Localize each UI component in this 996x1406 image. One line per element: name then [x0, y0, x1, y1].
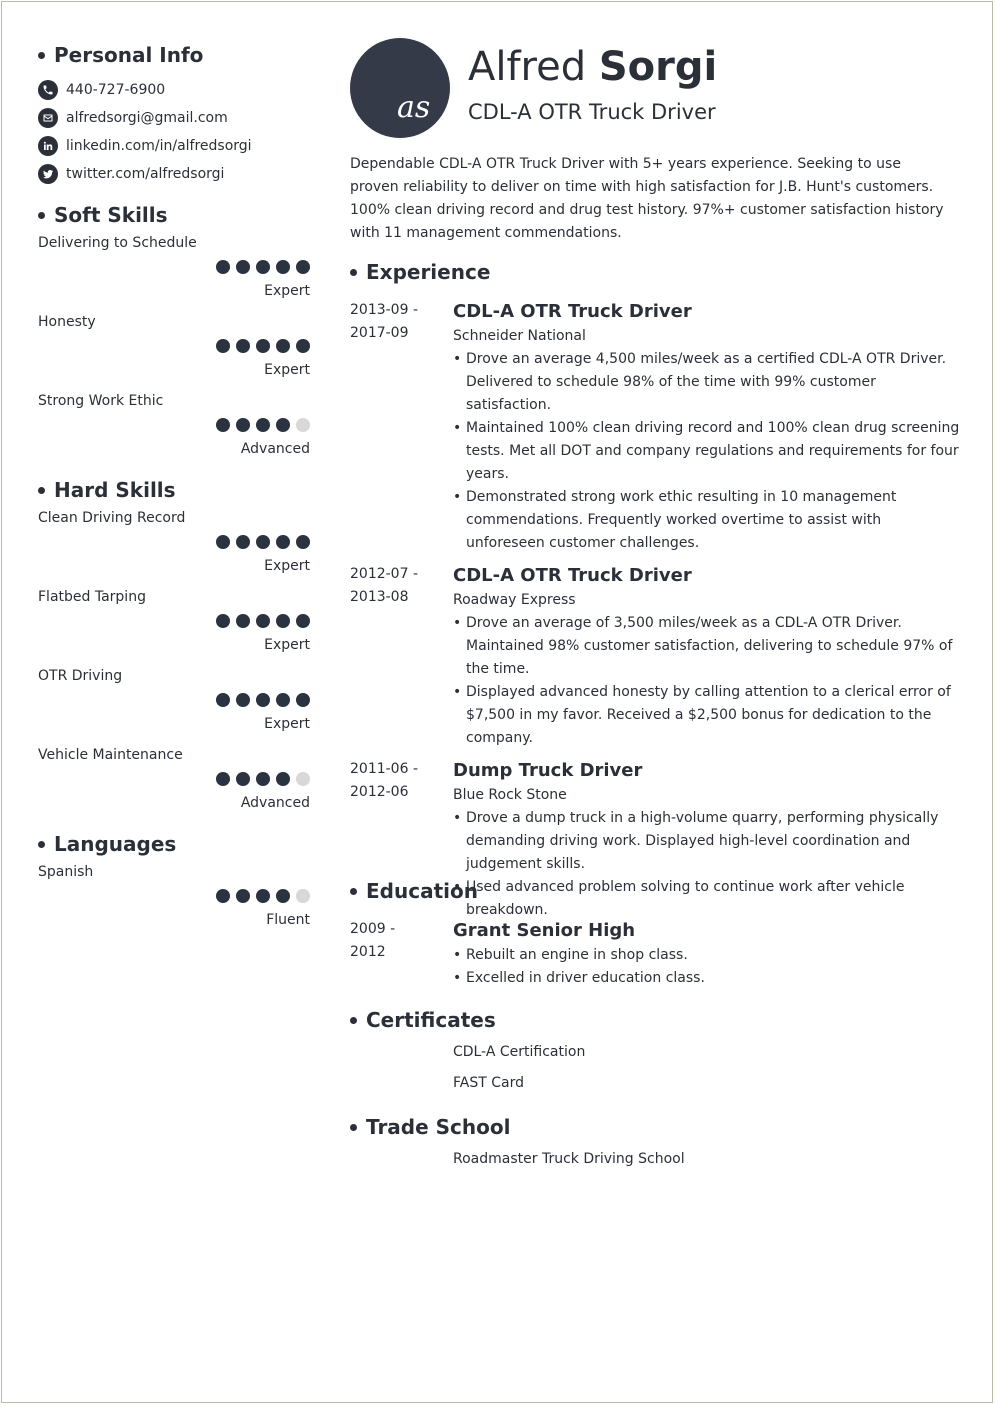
bullet-dot	[38, 841, 45, 848]
rating-dot-filled	[296, 535, 310, 549]
language-item	[38, 862, 310, 941]
skill-rating-dots	[216, 614, 310, 628]
experience-date: 2012-07 - 2013-08	[350, 566, 418, 605]
skill-item	[38, 745, 310, 824]
languages-section	[38, 829, 310, 941]
rating-dot-filled	[236, 614, 250, 628]
phone-text: 440-727-6900	[66, 82, 166, 98]
list-item: • Displayed advanced honesty by calling attention to a clerical error of $7,500 in my favor. Received a $2,500 bonus for dedication to the company.	[453, 681, 962, 750]
skill-rating-dots	[216, 535, 310, 549]
skill-rating-dots	[216, 418, 310, 432]
education-school: Grant Senior High	[453, 920, 636, 941]
rating-dot-filled	[236, 772, 250, 786]
summary: Dependable CDL-A OTR Truck Driver with 5+ years experience. Seeking to use proven reliability to deliver on time with high satisfaction for J.B. Hunt's customers. 100% clean driving record and drug test history. 97%+ customer satisfaction history with 11 management commendations.	[350, 156, 944, 241]
rating-dot-filled	[216, 418, 230, 432]
rating-dot-filled	[236, 418, 250, 432]
last-name: Sorgi	[598, 44, 718, 90]
twitter-icon	[38, 164, 58, 184]
skill-level: Expert	[264, 558, 310, 574]
contact-email	[38, 104, 310, 132]
languages-heading: Languages	[38, 829, 310, 859]
bullet-dot	[38, 487, 45, 494]
rating-dot-filled	[296, 339, 310, 353]
skill-name: Flatbed Tarping	[38, 589, 146, 605]
rating-dot-filled	[216, 772, 230, 786]
experience-bullets	[453, 348, 962, 555]
trade-school-heading: Trade School	[350, 1112, 962, 1142]
bullet-dot	[38, 212, 45, 219]
list-item: • Used advanced problem solving to continue work after vehicle breakdown.	[453, 876, 962, 922]
rating-dot-filled	[236, 260, 250, 274]
rating-dot-filled	[216, 693, 230, 707]
skill-level: Expert	[264, 283, 310, 299]
skill-level: Expert	[264, 716, 310, 732]
full-name	[468, 44, 717, 90]
rating-dot-filled	[256, 339, 270, 353]
language-name: Spanish	[38, 864, 94, 880]
first-name: Alfred	[468, 44, 587, 90]
skill-rating-dots	[216, 693, 310, 707]
bullet-dot	[38, 52, 45, 59]
rating-dot-empty	[296, 889, 310, 903]
bullet-dot	[350, 1124, 357, 1131]
rating-dot-filled	[256, 693, 270, 707]
language-rating-dots	[216, 889, 310, 903]
rating-dot-filled	[276, 614, 290, 628]
rating-dot-empty	[296, 772, 310, 786]
bullet-dot	[350, 1017, 357, 1024]
list-item: • Excelled in driver education class.	[453, 967, 962, 990]
rating-dot-filled	[296, 260, 310, 274]
experience-date: 2013-09 - 2017-09	[350, 302, 418, 341]
list-item: • Maintained 100% clean driving record and 100% clean drug screening tests. Met all DOT and company regulations and requirements for four years.	[453, 417, 962, 486]
rating-dot-filled	[256, 535, 270, 549]
list-item: • Rebuilt an engine in shop class.	[453, 944, 962, 967]
skill-level: Expert	[264, 637, 310, 653]
skill-name: Honesty	[38, 314, 96, 330]
skill-level: Advanced	[240, 441, 310, 457]
list-item: • Drove an average of 3,500 miles/week as a CDL-A OTR Driver. Maintained 98% customer satisfaction, delivering to schedule 97% of the time.	[453, 612, 962, 681]
rating-dot-filled	[276, 693, 290, 707]
experience-date: 2011-06 - 2012-06	[350, 761, 418, 800]
list-item: • Demonstrated strong work ethic resulting in 10 management commendations. Frequently worked overtime to assist with unforeseen customer challenges.	[453, 486, 962, 555]
language-level: Fluent	[266, 912, 310, 928]
skill-level: Expert	[264, 362, 310, 378]
skill-item	[38, 508, 310, 587]
experience-company: Roadway Express	[453, 592, 576, 608]
trade-school-section	[350, 1112, 962, 1175]
rating-dot-filled	[256, 418, 270, 432]
linkedin-icon	[38, 136, 58, 156]
hard-skills-heading: Hard Skills	[38, 475, 310, 505]
rating-dot-filled	[256, 260, 270, 274]
rating-dot-filled	[296, 614, 310, 628]
avatar-initials: as	[397, 90, 431, 125]
skill-name: Strong Work Ethic	[38, 393, 164, 409]
bullet-dot	[350, 888, 357, 895]
certificate-item: CDL-A Certification	[453, 1044, 586, 1060]
certificates-section	[350, 1005, 962, 1099]
experience-role: CDL-A OTR Truck Driver	[453, 565, 692, 586]
skill-item	[38, 391, 310, 470]
experience-role: Dump Truck Driver	[453, 760, 643, 781]
list-item: • Drove an average 4,500 miles/week as a certified CDL-A OTR Driver. Delivered to schedule 98% of the time with 99% customer satisfaction.	[453, 348, 962, 417]
education-body	[453, 918, 962, 990]
phone-icon	[38, 80, 58, 100]
job-title: CDL-A OTR Truck Driver	[468, 100, 716, 124]
experience-entry	[350, 299, 962, 555]
experience-entry	[350, 563, 962, 750]
rating-dot-filled	[216, 535, 230, 549]
personal-info-section	[38, 40, 310, 188]
rating-dot-filled	[236, 889, 250, 903]
skill-name: Vehicle Maintenance	[38, 747, 183, 763]
skill-name: Delivering to Schedule	[38, 235, 197, 251]
rating-dot-filled	[236, 535, 250, 549]
skill-rating-dots	[216, 260, 310, 274]
contact-phone	[38, 76, 310, 104]
rating-dot-filled	[216, 889, 230, 903]
twitter-text[interactable]: twitter.com/alfredsorgi	[66, 166, 225, 182]
experience-role: CDL-A OTR Truck Driver	[453, 301, 692, 322]
left-column	[38, 40, 310, 941]
experience-section	[350, 257, 962, 922]
education-entry	[350, 918, 962, 990]
hard-skills-section	[38, 475, 310, 824]
education-section	[350, 876, 962, 990]
rating-dot-filled	[276, 535, 290, 549]
contact-linkedin	[38, 132, 310, 160]
rating-dot-filled	[276, 772, 290, 786]
education-bullets	[453, 944, 962, 990]
certificate-item: FAST Card	[453, 1075, 524, 1091]
personal-info-heading: Personal Info	[38, 40, 310, 70]
avatar	[350, 38, 450, 138]
rating-dot-empty	[296, 418, 310, 432]
education-heading: Education	[350, 876, 962, 906]
rating-dot-filled	[256, 889, 270, 903]
trade-school-item: Roadmaster Truck Driving School	[453, 1151, 685, 1167]
bullet-dot	[350, 269, 357, 276]
certificates-heading: Certificates	[350, 1005, 962, 1035]
education-date: 2009 - 2012	[350, 921, 396, 960]
skill-rating-dots	[216, 772, 310, 786]
experience-company: Blue Rock Stone	[453, 787, 567, 803]
rating-dot-filled	[276, 339, 290, 353]
rating-dot-filled	[236, 693, 250, 707]
rating-dot-filled	[276, 260, 290, 274]
soft-skills-heading: Soft Skills	[38, 200, 310, 230]
skill-name: Clean Driving Record	[38, 510, 186, 526]
contact-twitter	[38, 160, 310, 188]
soft-skills-section	[38, 200, 310, 470]
skill-rating-dots	[216, 339, 310, 353]
skill-item	[38, 312, 310, 391]
skill-item	[38, 587, 310, 666]
rating-dot-filled	[256, 772, 270, 786]
rating-dot-filled	[296, 693, 310, 707]
rating-dot-filled	[276, 889, 290, 903]
experience-bullets	[453, 612, 962, 750]
rating-dot-filled	[276, 418, 290, 432]
experience-company: Schneider National	[453, 328, 586, 344]
rating-dot-filled	[216, 260, 230, 274]
rating-dot-filled	[236, 339, 250, 353]
skill-item	[38, 233, 310, 312]
email-icon	[38, 108, 58, 128]
skill-item	[38, 666, 310, 745]
experience-body	[453, 563, 962, 750]
skill-name: OTR Driving	[38, 668, 123, 684]
rating-dot-filled	[256, 614, 270, 628]
linkedin-text[interactable]: linkedin.com/in/alfredsorgi	[66, 138, 252, 154]
skill-level: Advanced	[240, 795, 310, 811]
rating-dot-filled	[216, 339, 230, 353]
experience-heading: Experience	[350, 257, 962, 287]
experience-body	[453, 299, 962, 555]
email-text[interactable]: alfredsorgi@gmail.com	[66, 110, 228, 126]
rating-dot-filled	[216, 614, 230, 628]
list-item: • Drove a dump truck in a high-volume quarry, performing physically demanding driving work. Displayed high-level coordination and judgement skills.	[453, 807, 962, 876]
